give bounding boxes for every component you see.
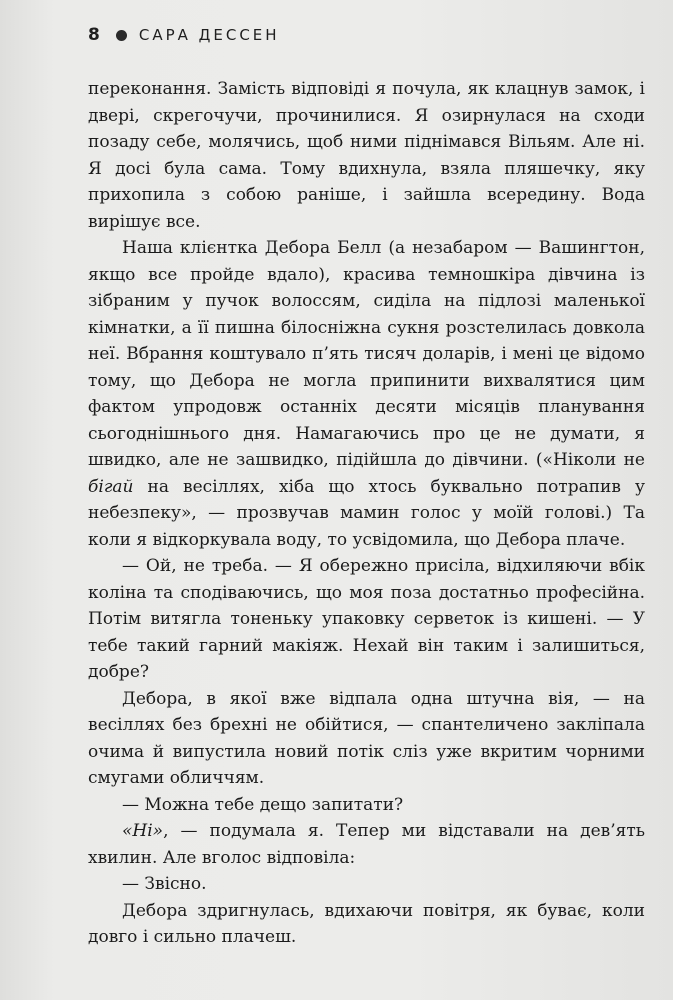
paragraph [88,553,645,686]
paragraph [88,76,645,235]
paragraph [88,792,645,819]
text-segment: — Можна тебе дещо запитати? [122,794,404,815]
running-head [88,20,280,50]
text-segment: Дебора здригнулась, вдихаючи повітря, як буває, коли довго і сильно плачеш. [88,900,645,947]
text-segment: — Звісно. [122,874,207,894]
paragraph [88,898,645,951]
text-segment: на весіллях, хіба що хтось буквально потрапив у небезпеку», — прозвучав мамин голос у моїй голові.) Та коли я відкоркувала воду, то усвідомила, що Дебора плаче. [88,476,645,550]
bullet-icon [116,30,127,41]
text-segment: — Ой, не треба. — Я обережно присіла, відхиляючи вбік коліна та сподіваючись, що моя поза достатньо професійна. Потім витягла тоненьку упаковку серветок із кишені. — У тебе такий гарний макіяж. Нехай він таким і залишиться, добре? [88,556,645,682]
text-segment: Наша клієнтка Дебора Белл (а незабаром — Вашингтон, якщо все пройде вдало), красива темношкіра дівчина із зібраним у пучок волоссям, сиділа на підлозі маленької кімнатки, а її пишна білосніжна сукня розстелилась довкола неї. Вбрання коштувало п’ять тисяч доларів, і мені це відомо тому, що Дебора не могла припинити вихвалятися цим фактом упродовж останніх десяти місяців планування сьогоднішнього дня. Намагаючись про це не думати, я швидко, але не зашвидко, підійшла до дівчини. («Ніколи не [88,238,645,470]
emphasis-text: бігай [88,476,134,497]
paragraph [88,871,645,898]
paragraph [88,686,645,792]
paragraph [88,818,645,871]
text-segment: переконання. Замість відповіді я почула, як клацнув замок, і двері, скрегочучи, прочинилися. Я озирнулася на сходи позаду себе, молячись, щоб ними піднімався Вільям. Але ні. Я досі була сама. Тому вдихнула, взяла пляшечку, яку прихопила з собою раніше, і зайшла всередину. Вода вирішує все. [88,79,645,232]
page-number: 8 [88,25,100,45]
paragraph [88,235,645,553]
text-segment: Дебора, в якої вже відпала одна штучна вія, — на весіллях без брехні не обійтися, — спантеличено заклiпала очима й випустила новий потік сліз уже вкритим чорними смугами обличчям. [88,688,645,788]
text-segment: , — подумала я. Тепер ми відставали на дев’ять хвилин. Але вголос відповіла: [88,821,645,868]
body-text [88,76,645,951]
emphasis-text: «Ні» [122,821,164,841]
author-name: САРА ДЕССЕН [138,26,280,44]
